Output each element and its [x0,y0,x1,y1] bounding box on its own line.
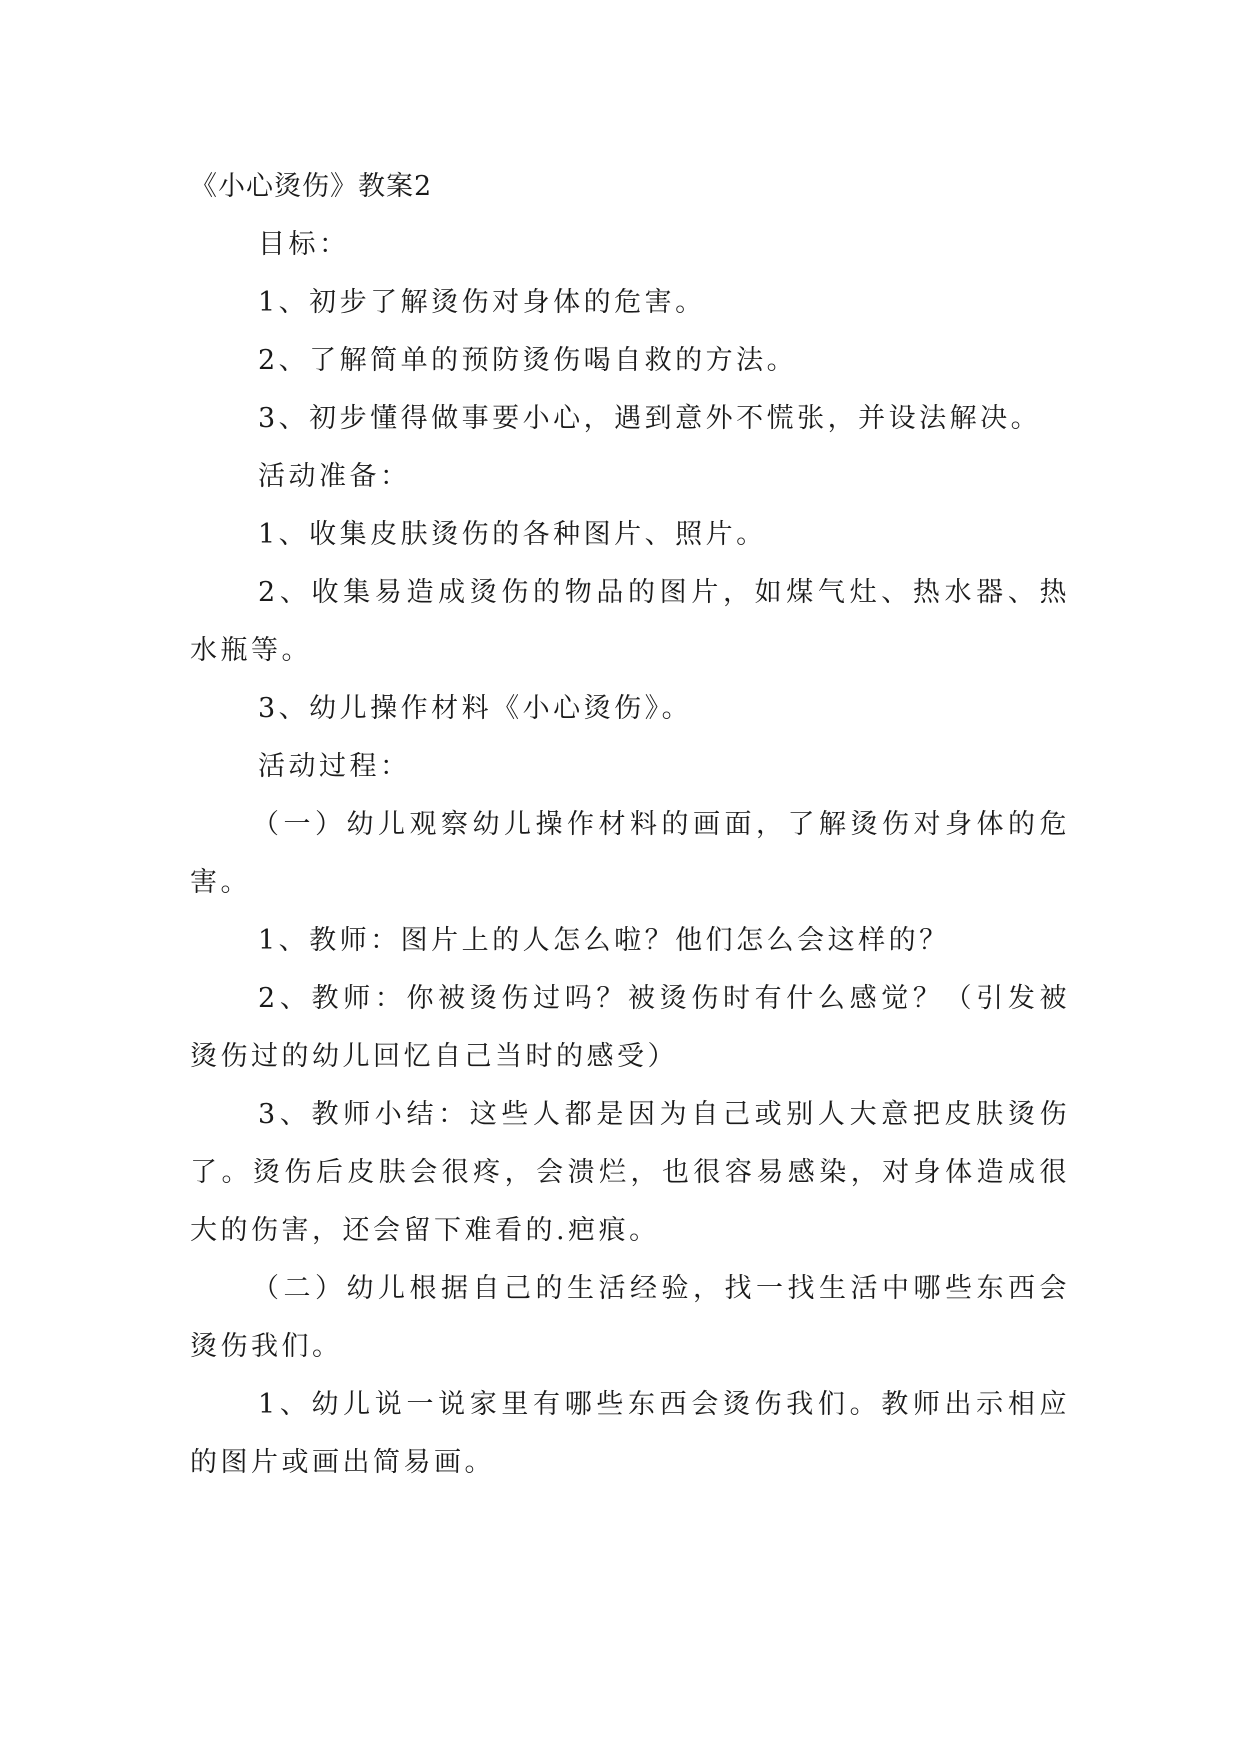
preparation-item-3: 3、幼儿操作材料《小心烫伤》。 [258,693,693,724]
document-body [190,158,1070,1492]
preparation-heading: 活动准备： [258,461,411,492]
goals-heading: 目标： [258,229,350,260]
preparation-item-1: 1、收集皮肤烫伤的各种图片、照片。 [258,519,767,550]
process-step-2-1: 1、幼儿说一说家里有哪些东西会烫伤我们。教师出示相应的图片或画出简易画。 [190,1389,1070,1478]
process-section-2: （二）幼儿根据自己的生活经验，找一找生活中哪些东西会烫伤我们。 [190,1273,1070,1362]
process-section-1: （一）幼儿观察幼儿操作材料的画面，了解烫伤对身体的危害。 [190,809,1070,898]
document-title: 《小心烫伤》教案2 [190,171,433,202]
preparation-item-2: 2、收集易造成烫伤的物品的图片，如煤气灶、热水器、热水瓶等。 [190,577,1070,666]
process-heading: 活动过程： [258,751,411,782]
process-step-1-3: 3、教师小结：这些人都是因为自己或别人大意把皮肤烫伤了。烫伤后皮肤会很疼，会溃烂，也很容易感染，对身体造成很大的伤害，还会留下难看的.疤痕。 [190,1099,1070,1246]
process-step-1-1: 1、教师：图片上的人怎么啦？他们怎么会这样的？ [258,925,950,956]
process-step-1-2: 2、教师：你被烫伤过吗？被烫伤时有什么感觉？（引发被烫伤过的幼儿回忆自己当时的感受） [190,983,1070,1072]
goal-item-2: 2、了解简单的预防烫伤喝自救的方法。 [258,345,798,376]
goal-item-3: 3、初步懂得做事要小心，遇到意外不慌张，并设法解决。 [258,403,1042,434]
goal-item-1: 1、初步了解烫伤对身体的危害。 [258,287,706,318]
